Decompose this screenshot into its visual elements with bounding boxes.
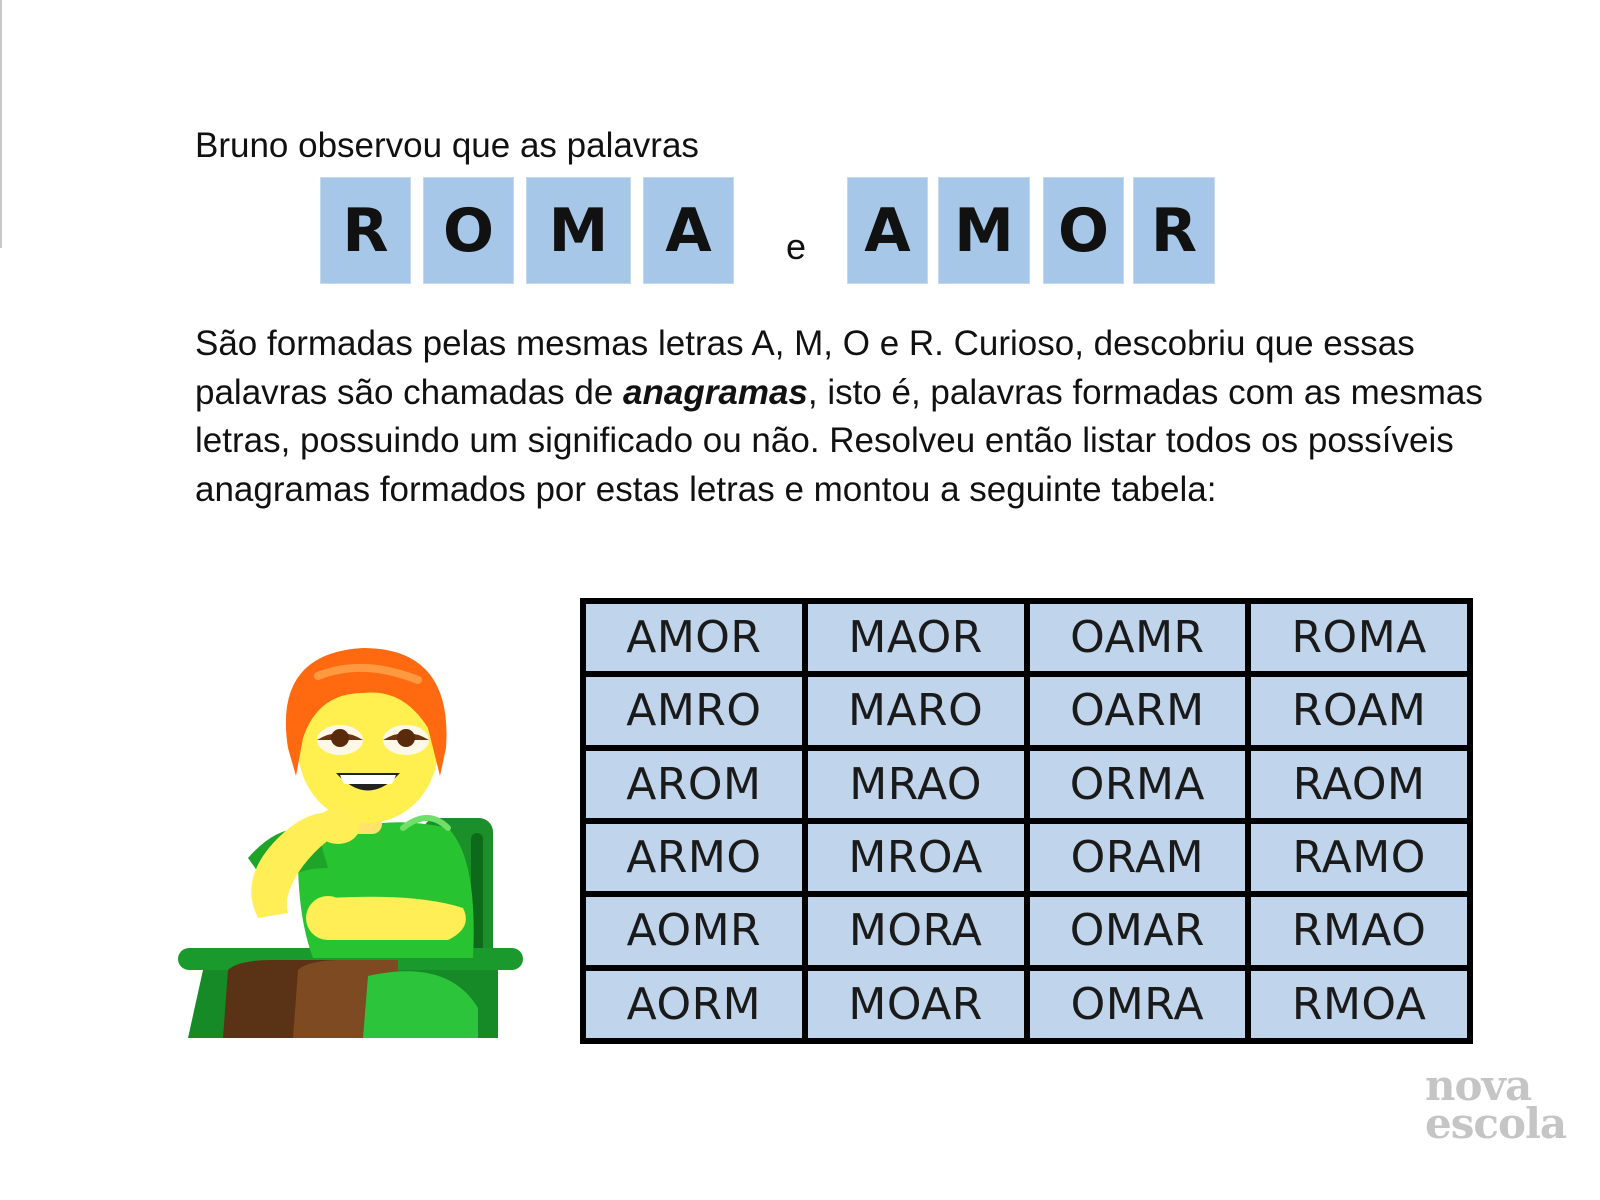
table-cell: ARMO <box>586 824 802 891</box>
table-cell: ROMA <box>1251 604 1467 671</box>
table-cell: MAOR <box>808 604 1024 671</box>
thinking-student-icon <box>178 628 528 1038</box>
table-cell: AOMR <box>586 897 802 964</box>
table-cell: MOAR <box>808 971 1024 1038</box>
anagram-table <box>580 598 1473 1044</box>
table-cell: RMAO <box>1251 897 1467 964</box>
letter-tile-amor-3: O <box>1043 177 1124 284</box>
letter-tile-roma-4: A <box>643 177 734 284</box>
intro-text: Bruno observou que as palavras <box>195 126 699 165</box>
table-cell: OAMR <box>1030 604 1246 671</box>
letter-tile-amor-2: M <box>938 177 1030 284</box>
table-cell: OMAR <box>1030 897 1246 964</box>
explanation-paragraph <box>195 320 1525 514</box>
table-cell: MORA <box>808 897 1024 964</box>
nova-escola-logo <box>1425 1061 1580 1148</box>
table-cell: AORM <box>586 971 802 1038</box>
table-cell: MROA <box>808 824 1024 891</box>
letter-tile-roma-3: M <box>526 177 631 284</box>
letter-tile-amor-1: A <box>847 177 928 284</box>
table-cell: AMRO <box>586 677 802 744</box>
table-cell: MARO <box>808 677 1024 744</box>
paragraph-text-end: , isto é, palavras formadas com as mesmas letras, possuindo um significado ou não. Resolveu então listar todos os possíveis anagramas formados por estas letras e montou a seguinte tabela: <box>195 372 1483 509</box>
table-cell: ORAM <box>1030 824 1246 891</box>
table-cell: AROM <box>586 751 802 818</box>
paragraph-text-start: São formadas pelas mesmas letras A, M, O e R. Curioso, descobriu que essas palavras são chamadas de <box>195 324 1415 412</box>
letter-tile-amor-4: R <box>1133 177 1215 284</box>
table-cell: RMOA <box>1251 971 1467 1038</box>
table-cell: OMRA <box>1030 971 1246 1038</box>
letter-tile-roma-2: O <box>423 177 514 284</box>
table-cell: RAMO <box>1251 824 1467 891</box>
slide-left-edge-line <box>0 0 2 248</box>
table-cell: MRAO <box>808 751 1024 818</box>
anagramas-emphasis: anagramas <box>623 372 808 412</box>
table-cell: ROAM <box>1251 677 1467 744</box>
logo-line-escola: escola <box>1425 1099 1567 1148</box>
table-cell: RAOM <box>1251 751 1467 818</box>
table-cell: AMOR <box>586 604 802 671</box>
table-cell: OARM <box>1030 677 1246 744</box>
letter-tile-roma-1: R <box>320 177 411 284</box>
connector-e: e <box>786 226 807 267</box>
table-cell: ORMA <box>1030 751 1246 818</box>
logo-line-nova: nova <box>1425 1061 1532 1110</box>
